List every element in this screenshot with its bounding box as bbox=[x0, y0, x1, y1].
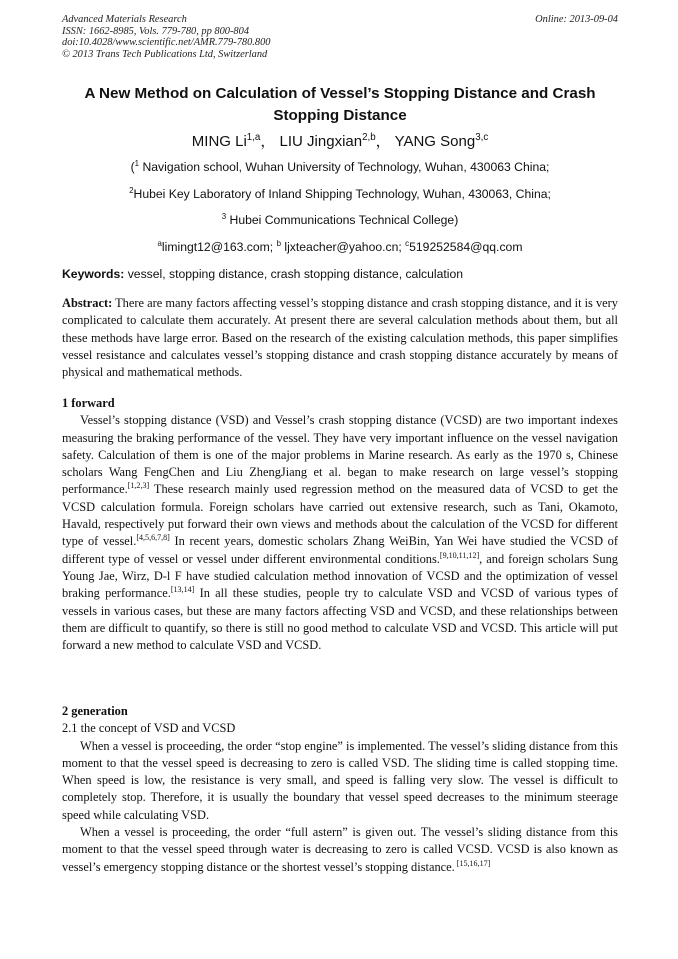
paragraph-text: In recent years, domestic scholars Zhang WeiBin, Yan Wei have studied the VCSD of different type of vessel or vessel under different environmental conditions. bbox=[62, 534, 618, 566]
email-mark: a bbox=[157, 238, 162, 248]
paragraph: When a vessel is proceeding, the order “stop engine” is implemented. The vessel’s sliding distance from this moment to that the vessel speed is decreasing to zero is called VSD. The sliding time is called stopping time. When speed is low, the resistance is very small, and speed is falling very slow. The vessel is difficult to completely stop. Therefore, it is usually the boundary that vessel speed decreases to the minimum steerage speed while calculating VSD. bbox=[62, 738, 618, 822]
affiliation-mark: 3 bbox=[221, 211, 227, 221]
author-separator: ， bbox=[260, 133, 276, 150]
subsection-heading: 2.1 the concept of VSD and VCSD bbox=[62, 721, 236, 736]
affiliation-2 bbox=[62, 187, 618, 201]
section-heading: 2 generation bbox=[62, 704, 128, 718]
citation: [9,10,11,12] bbox=[439, 550, 480, 560]
email-line bbox=[62, 240, 618, 254]
affiliation-3 bbox=[62, 213, 618, 227]
citation: [13,14] bbox=[170, 585, 195, 595]
paper-title: A New Method on Calculation of Vessel’s Stopping Distance and Crash Stopping Distance bbox=[84, 85, 596, 124]
journal-header bbox=[62, 14, 618, 60]
citation: [1,2,3] bbox=[127, 481, 150, 491]
affiliation-mark: 2 bbox=[129, 185, 134, 195]
affiliation-1 bbox=[62, 160, 618, 174]
citation: [15,16,17] bbox=[454, 858, 491, 868]
affiliation-text: Navigation school, Wuhan University of Technology, Wuhan, 430063 China; bbox=[139, 160, 550, 174]
section-2 bbox=[62, 703, 618, 876]
email-mark: c bbox=[405, 238, 410, 248]
abstract-text: There are many factors affecting vessel’s stopping distance and crash stopping distance, and it is very complicated to calculate them accurately. At present there are several calculation methods about them, but all these methods have large error. Based on the research of the existing calculation methods, this paper simplifies vessel resistance and calculates vessel’s stopping distance and crash stopping distance accurately by means of physical and mathematical methods. bbox=[62, 296, 618, 380]
affiliation-paren: ( bbox=[130, 160, 135, 174]
journal-name: Advanced Materials Research bbox=[62, 14, 187, 25]
email-mark: b bbox=[276, 238, 281, 248]
author-separator: ， bbox=[375, 133, 391, 150]
section-1 bbox=[62, 395, 618, 654]
affiliation-text: Hubei Communications Technical College) bbox=[226, 213, 459, 227]
keywords-label: Keywords: bbox=[62, 267, 125, 281]
paragraph bbox=[62, 824, 618, 876]
author-name: MING Li bbox=[191, 133, 247, 150]
section-heading: 1 forward bbox=[62, 396, 115, 410]
email-address: limingt12@163.com; bbox=[161, 240, 277, 254]
keywords bbox=[62, 267, 618, 281]
author-line bbox=[62, 130, 618, 151]
citation: [4,5,6,7,8] bbox=[136, 533, 170, 543]
paragraph-text: , and foreign scholars Sung Young Jae, Wirz, D-l F have studied calculation method innovation of VCSD and the optimization of vessel braking performance. bbox=[62, 551, 618, 601]
journal-doi: doi:10.4028/www.scientific.net/AMR.779-780.800 bbox=[62, 37, 271, 49]
affiliation-text: Hubei Key Laboratory of Inland Shipping Technology, Wuhan, 430063, China; bbox=[133, 187, 551, 201]
author-affiliation-mark: 2,b bbox=[362, 132, 376, 143]
author-name: LIU Jingxian bbox=[279, 133, 363, 150]
paragraph-text: In all these studies, people try to calculate VSD and VCSD of various types of vessels in various cases, but these are many factors affecting VSD and VCSD, and these relationships between them are difficult to quantify, so there is still no good method to calculate VSD and VCSD. This article will put forward a new method to calculate VSD and VCSD. bbox=[62, 586, 618, 653]
online-date: Online: 2013-09-04 bbox=[535, 14, 618, 25]
abstract bbox=[62, 295, 618, 381]
affiliation-mark: 1 bbox=[134, 158, 140, 168]
paragraph-text: These research mainly used regression method on the measured data of VCSD to get the VCSD calculation formula. Foreign scholars have carried out extensive research, such as Tani, Okamoto, Havald, respectively put forward their own views and methods about the calculation of the VCSD for different type of vessel. bbox=[62, 482, 618, 549]
email-address: ljxteacher@yahoo.cn; bbox=[281, 240, 406, 254]
journal-copyright: © 2013 Trans Tech Publications Ltd, Switzerland bbox=[62, 48, 268, 60]
author-name: YANG Song bbox=[394, 133, 476, 150]
paragraph-text: When a vessel is proceeding, the order “full astern” is given out. The vessel’s sliding distance from this moment to that the vessel speed through water is decreasing to zero is called VCSD. VCSD is also known as vessel’s emergency stopping distance or the shortest vessel’s stopping distance. bbox=[62, 825, 618, 874]
paragraph bbox=[62, 412, 618, 654]
abstract-label: Abstract: bbox=[62, 296, 113, 310]
journal-issn: ISSN: 1662-8985, Vols. 779-780, pp 800-804 bbox=[62, 25, 250, 37]
paragraph-text: Vessel’s stopping distance (VSD) and Vessel’s crash stopping distance (VCSD) are two important indexes measuring the braking performance of the vessel. They have very important influence on the vessel navigation safety. Calculation of them is one of the major problems in Marine research. As early as the 1970 s, Chinese scholars Wang FengChen and Liu ZhengJiang et al. began to make research on large vessel’s stopping performance. bbox=[62, 413, 618, 497]
email-address: 519252584@qq.com bbox=[409, 240, 523, 254]
author-affiliation-mark: 1,a bbox=[246, 132, 261, 143]
keywords-text: vessel, stopping distance, crash stopping distance, calculation bbox=[124, 267, 464, 281]
author-affiliation-mark: 3,c bbox=[475, 132, 489, 143]
